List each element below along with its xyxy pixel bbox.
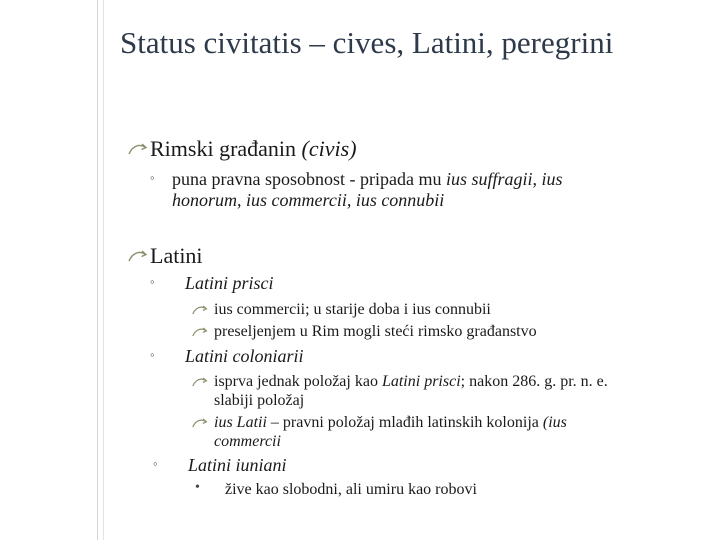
ring-bullet-icon: ◦: [150, 347, 155, 362]
point-text-italic: Latini prisci: [381, 373, 461, 390]
civis-detail-italic: ius suffragii, ius: [445, 169, 563, 189]
ring-bullet-icon: ◦: [150, 274, 155, 289]
dot-bullet-icon: •: [195, 480, 200, 495]
slide-frame-line: [97, 0, 98, 540]
curved-arrow-icon: [192, 304, 208, 316]
curved-arrow-icon: [192, 376, 208, 388]
ring-bullet-icon: ◦: [153, 456, 158, 471]
curved-arrow-icon: [192, 326, 208, 338]
latini-iuniani-point-1: [195, 481, 477, 499]
latini-coloniarii-point-1-line2: slabiji položaj: [214, 392, 305, 409]
list-item-civis-detail: [150, 169, 562, 190]
point-text: ; nakon 286. g. pr. n. e.: [460, 373, 608, 390]
latini-coloniarii-point-2: [192, 414, 567, 432]
point-text-italic: (ius: [542, 414, 567, 431]
group-latini-iuniani: [153, 455, 287, 476]
civis-detail-line2: honorum, ius commercii, ius connubii: [172, 190, 445, 210]
latini-label: Latini: [150, 243, 203, 268]
point-text: isprva jednak položaj kao: [214, 373, 382, 390]
point-text: ius commercii; u starije doba i ius connubii: [214, 301, 491, 318]
latini-prisci-point-1: [192, 301, 491, 319]
point-text-italic: ius Latii: [214, 414, 267, 431]
curved-arrow-icon: [192, 417, 208, 429]
ring-bullet-icon: ◦: [150, 170, 155, 185]
group-latini-prisci: [150, 273, 274, 294]
list-item-civis: [128, 136, 357, 162]
point-text: preseljenjem u Rim mogli steći rimsko građanstvo: [214, 323, 537, 340]
latini-coloniarii-point-2-line2: commercii: [214, 433, 281, 450]
point-text: žive kao slobodni, ali umiru kao robovi: [225, 481, 477, 498]
curved-arrow-icon: [128, 142, 148, 156]
latini-prisci-label: Latini prisci: [185, 273, 274, 293]
latini-prisci-point-2: [192, 323, 537, 341]
list-item-latini: [128, 243, 203, 269]
latini-iuniani-label: Latini iuniani: [188, 455, 287, 475]
curved-arrow-icon: [128, 249, 148, 263]
civis-detail-text: puna pravna sposobnost - pripada mu: [172, 169, 446, 189]
slide-frame-line-inner: [103, 0, 104, 540]
latini-coloniarii-point-1: [192, 373, 608, 391]
slide-title: Status civitatis – cives, Latini, peregrini: [120, 25, 614, 60]
civis-label-italic: (civis): [301, 136, 357, 161]
point-text: – pravni položaj mlađih latinskih kolonija: [266, 414, 543, 431]
group-latini-coloniarii: [150, 346, 304, 367]
latini-coloniarii-label: Latini coloniarii: [185, 346, 304, 366]
civis-label: Rimski građanin: [150, 136, 302, 161]
